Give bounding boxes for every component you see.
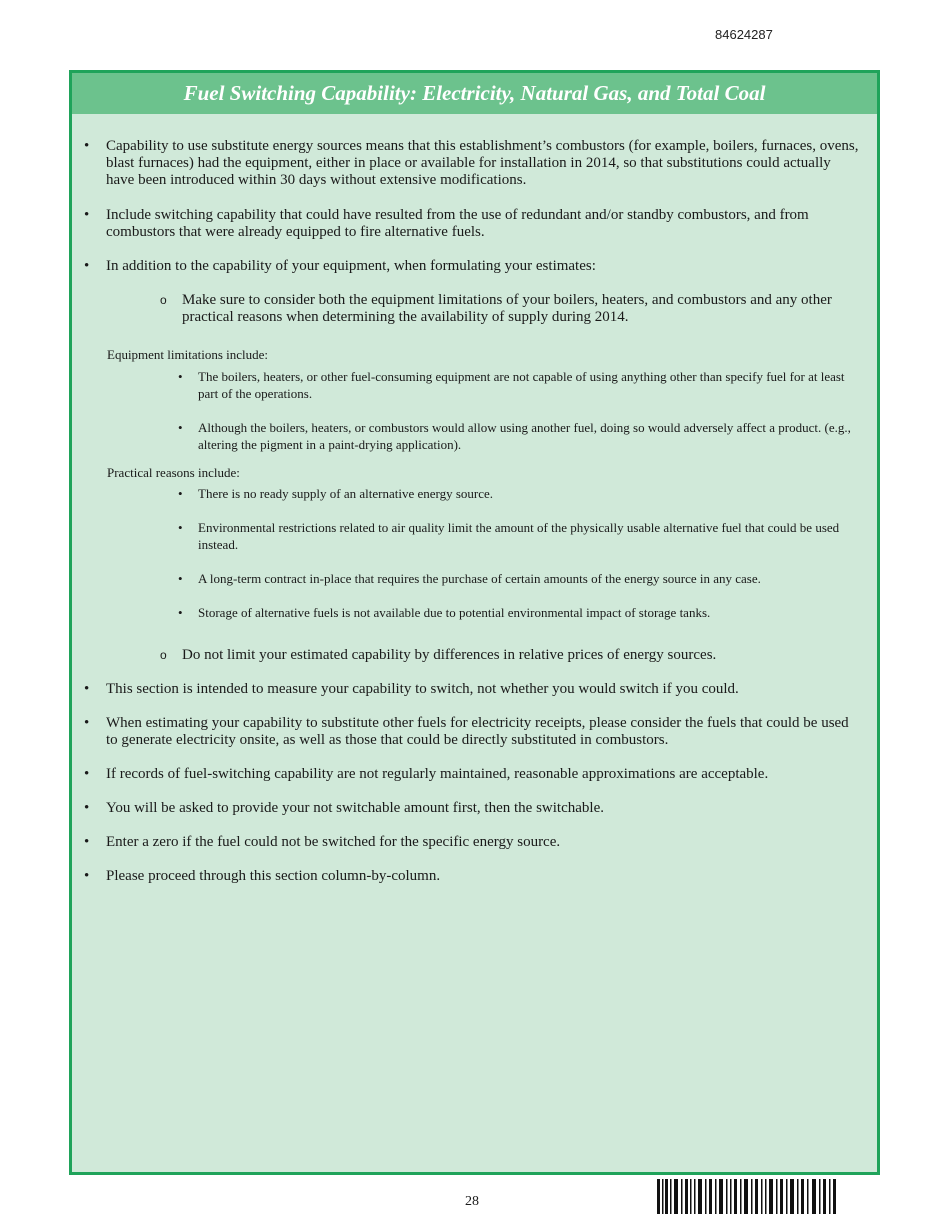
bullet-symbol: • bbox=[178, 605, 183, 620]
barcode-icon bbox=[657, 1179, 837, 1214]
equipment-item bbox=[178, 419, 862, 453]
panel-title: Fuel Switching Capability: Electricity, Natural Gas, and Total Coal bbox=[72, 73, 877, 114]
document-id: 84624287 bbox=[715, 27, 773, 42]
sub-symbol: o bbox=[160, 293, 167, 307]
bullet-item bbox=[84, 766, 859, 783]
bullet-symbol: • bbox=[84, 207, 90, 223]
bullet-text: This section is intended to measure your capability to switch, not whether you would switch if you could. bbox=[106, 681, 739, 697]
bullet-text: Enter a zero if the fuel could not be switched for the specific energy source. bbox=[106, 834, 561, 850]
instructions-panel bbox=[69, 70, 880, 1175]
bullet-text: Capability to use substitute energy sources means that this establishment’s combustors (for example, boilers, furnaces, ovens, blast furnaces) had the equipment, either in place or available for installation in 2014, so that substitutions could actually have been introduced within 30 days without extensive modifications. bbox=[106, 138, 859, 188]
sub-item-text: Do not limit your estimated capability by differences in relative prices of energy sources. bbox=[182, 647, 717, 663]
bullet-item bbox=[84, 715, 859, 749]
sub-symbol: o bbox=[160, 648, 167, 662]
bullet-item bbox=[84, 681, 859, 698]
bullet-symbol: • bbox=[84, 258, 90, 274]
sub-item bbox=[160, 292, 850, 326]
bullet-text: Include switching capability that could have resulted from the use of redundant and/or standby combustors, and from combustors that were already equipped to fire alternative fuels. bbox=[106, 207, 809, 240]
practical-item bbox=[178, 570, 862, 587]
bullet-symbol: • bbox=[84, 681, 90, 697]
bullet-item bbox=[84, 800, 859, 817]
practical-reasons-label: Practical reasons include: bbox=[107, 465, 240, 480]
bullet-symbol: • bbox=[178, 420, 183, 435]
bullet-item bbox=[84, 834, 859, 851]
bullet-symbol: • bbox=[178, 520, 183, 535]
bullet-text: Please proceed through this section column-by-column. bbox=[106, 868, 441, 884]
practical-item bbox=[178, 519, 862, 553]
bullet-symbol: • bbox=[84, 834, 90, 850]
practical-item bbox=[178, 604, 862, 621]
bullet-text: When estimating your capability to substitute other fuels for electricity receipts, please consider the fuels that could be used to generate electricity onsite, as well as those that could be directly substituted in combustors. bbox=[106, 715, 849, 748]
sub-item bbox=[160, 647, 850, 664]
equipment-item-text: The boilers, heaters, or other fuel-consuming equipment are not capable of using anything other than specify fuel for at least part of the operations. bbox=[198, 369, 845, 401]
equipment-limitations-label: Equipment limitations include: bbox=[107, 347, 269, 362]
practical-item-text: Environmental restrictions related to air quality limit the amount of the physically usable alternative fuel that could be used instead. bbox=[198, 520, 840, 552]
bullet-symbol: • bbox=[84, 766, 90, 782]
bullet-symbol: • bbox=[178, 486, 183, 501]
bullet-symbol: • bbox=[84, 868, 90, 884]
page-number: 28 bbox=[465, 1194, 479, 1209]
bullet-item bbox=[84, 258, 859, 275]
bullet-symbol: • bbox=[178, 369, 183, 384]
bullet-item bbox=[84, 207, 859, 241]
bullet-text: If records of fuel-switching capability are not regularly maintained, reasonable approximations are acceptable. bbox=[106, 766, 769, 782]
equipment-item-text: Although the boilers, heaters, or combustors would allow using another fuel, doing so would adversely affect a product. (e.g., altering the pigment in a paint-drying application). bbox=[198, 420, 851, 452]
bullet-symbol: • bbox=[84, 138, 90, 154]
bullet-symbol: • bbox=[84, 715, 90, 731]
bullet-symbol: • bbox=[178, 571, 183, 586]
practical-item-text: There is no ready supply of an alternative energy source. bbox=[198, 486, 494, 501]
bullet-text: You will be asked to provide your not switchable amount first, then the switchable. bbox=[106, 800, 604, 816]
bullet-item bbox=[84, 138, 859, 189]
practical-item-text: Storage of alternative fuels is not available due to potential environmental impact of storage tanks. bbox=[198, 605, 711, 620]
bullet-item bbox=[84, 868, 859, 885]
practical-item-text: A long-term contract in-place that requires the purchase of certain amounts of the energy source in any case. bbox=[198, 571, 761, 586]
bullet-text: In addition to the capability of your equipment, when formulating your estimates: bbox=[106, 258, 596, 274]
bullet-symbol: • bbox=[84, 800, 90, 816]
practical-item bbox=[178, 485, 862, 502]
sub-item-text: Make sure to consider both the equipment limitations of your boilers, heaters, and combustors and any other practical reasons when determining the availability of supply during 2014. bbox=[182, 292, 832, 325]
equipment-item bbox=[178, 368, 862, 402]
